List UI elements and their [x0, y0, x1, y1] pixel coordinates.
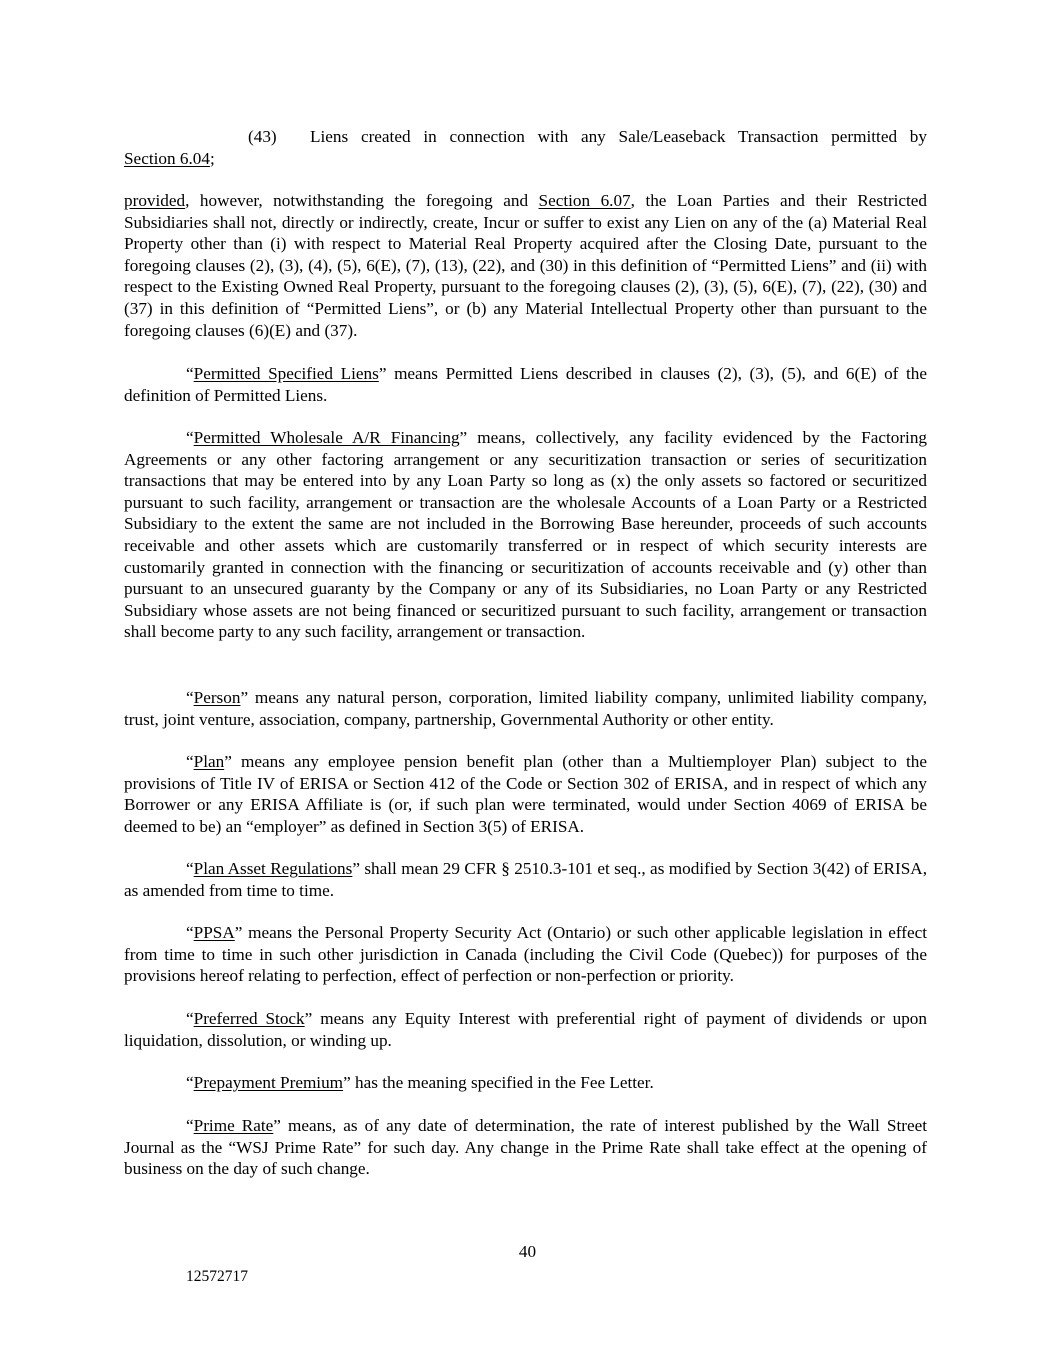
- open-quote: “: [186, 428, 194, 447]
- definition-text: ” shall mean 29 CFR § 2510.3-101 et seq., as modified by Section 3(42) of ERISA, as amended from time to time.: [124, 859, 927, 900]
- open-quote: “: [186, 923, 194, 942]
- section-reference: Section 6.04: [124, 149, 210, 168]
- open-quote: “: [186, 364, 194, 383]
- definition-prime-rate: [124, 1115, 927, 1180]
- definition-plan: [124, 751, 927, 837]
- definition-text: ” means any natural person, corporation, limited liability company, unlimited liability company, trust, joint venture, association, company, partnership, Governmental Authority or other entity.: [124, 688, 927, 729]
- definition-permitted-specified-liens: [124, 363, 927, 406]
- defined-term: PPSA: [193, 923, 235, 942]
- definition-prepayment-premium: [124, 1072, 927, 1094]
- defined-term: Prepayment Premium: [193, 1073, 344, 1092]
- clause-number-inline: (43): [248, 127, 277, 146]
- definition-preferred-stock: [124, 1008, 927, 1051]
- defined-term: Prime Rate: [193, 1116, 274, 1135]
- page-number: 40: [518, 1242, 537, 1261]
- definition-text: ” means any employee pension benefit plan (other than a Multiemployer Plan) subject to the provisions of Title IV of ERISA or Section 412 of the Code or Section 302 of ERISA, and in respect of which any Borrower or any ERISA Affiliate is (or, if such plan were terminated, would under Section 4069 of ERISA be deemed to be) an “employer” as defined in Section 3(5) of ERISA.: [124, 752, 927, 836]
- clause-43-tail: ;: [209, 149, 215, 168]
- open-quote: “: [186, 1073, 194, 1092]
- definition-text: ” means any Equity Interest with preferential right of payment of dividends or upon liquidation, dissolution, or winding up.: [124, 1009, 927, 1050]
- definition-text: ” means the Personal Property Security Act (Ontario) or such other applicable legislation in effect from time to time in such other jurisdiction in Canada (including the Civil Code (Quebec)) for purposes of the provisions hereof relating to perfection, effect of perfection or non-perfection or priority.: [124, 923, 927, 986]
- open-quote: “: [186, 1009, 194, 1028]
- clause-43-body: Liens created in connection with any Sale/Leaseback Transaction permitted by: [310, 127, 927, 146]
- proviso-text-1: , however, notwithstanding the foregoing and: [185, 191, 539, 210]
- defined-term: Plan Asset Regulations: [193, 859, 353, 878]
- proviso-text-2: , the Loan Parties and their Restricted Subsidiaries shall not, directly or indirectly, create, Incur or suffer to exist any Lien on any of the (a) Material Real Property other than (i) with respect to Material Real Property acquired after the Closing Date, pursuant to the foregoing clauses (2), (3), (4), (5), 6(E), (7), (13), (22), and (30) in this definition of “Permitted Liens” and (ii) with respect to the Existing Owned Real Property, pursuant to the foregoing clauses (2), (3), (5), 6(E), (7), (22), (30) and (37) in this definition of “Permitted Liens”, or (b) any Material Intellectual Property other than pursuant to the foregoing clauses (6)(E) and (37).: [124, 191, 927, 340]
- defined-term: Person: [193, 688, 241, 707]
- clause-43-ref-line: [124, 148, 927, 170]
- definition-text: ” means Permitted Liens described in clauses (2), (3), (5), and 6(E) of the definition of Permitted Liens.: [124, 364, 928, 405]
- defined-term: Permitted Wholesale A/R Financing: [193, 428, 460, 447]
- definition-permitted-wholesale-ar-financing: [124, 427, 927, 643]
- definition-ppsa: [124, 922, 927, 987]
- proviso-lead: provided: [124, 191, 186, 210]
- definition-text: ” has the meaning specified in the Fee Letter.: [343, 1073, 654, 1092]
- defined-term: Permitted Specified Liens: [193, 364, 379, 383]
- open-quote: “: [186, 688, 194, 707]
- proviso-paragraph: [124, 190, 927, 341]
- definition-text: ” means, collectively, any facility evidenced by the Factoring Agreements or any other factoring arrangement or any securitization transaction or series of securitization transactions that may be entered into by any Loan Party so long as (x) the only assets so factored or securitized pursuant to such facility, arrangement or transaction are the wholesale Accounts of a Loan Party or a Restricted Subsidiary to the extent the same are not included in the Borrowing Base hereunder, proceeds of such accounts receivable and other assets which are customarily transferred or in respect of which security interests are customarily granted in connection with the financing or securitization of accounts receivable and (y) other than pursuant to an unsecured guaranty by the Company or any of its Subsidiaries, no Loan Party or any Restricted Subsidiary whose assets are not being financed or securitized pursuant to such facility, arrangement or transaction shall become party to any such facility, arrangement or transaction.: [124, 428, 928, 642]
- definition-person: [124, 687, 927, 730]
- open-quote: “: [186, 859, 194, 878]
- definition-text: ” means, as of any date of determination, the rate of interest published by the Wall Street Journal as the “WSJ Prime Rate” for such day. Any change in the Prime Rate shall take effect at the opening of business on the day of such change.: [124, 1116, 927, 1179]
- document-id: 12572717: [186, 1268, 248, 1285]
- defined-term: Preferred Stock: [193, 1009, 305, 1028]
- defined-term: Plan: [193, 752, 225, 771]
- section-reference: Section 6.07: [538, 191, 631, 210]
- open-quote: “: [186, 752, 194, 771]
- open-quote: “: [186, 1116, 194, 1135]
- definition-plan-asset-regulations: [124, 858, 927, 901]
